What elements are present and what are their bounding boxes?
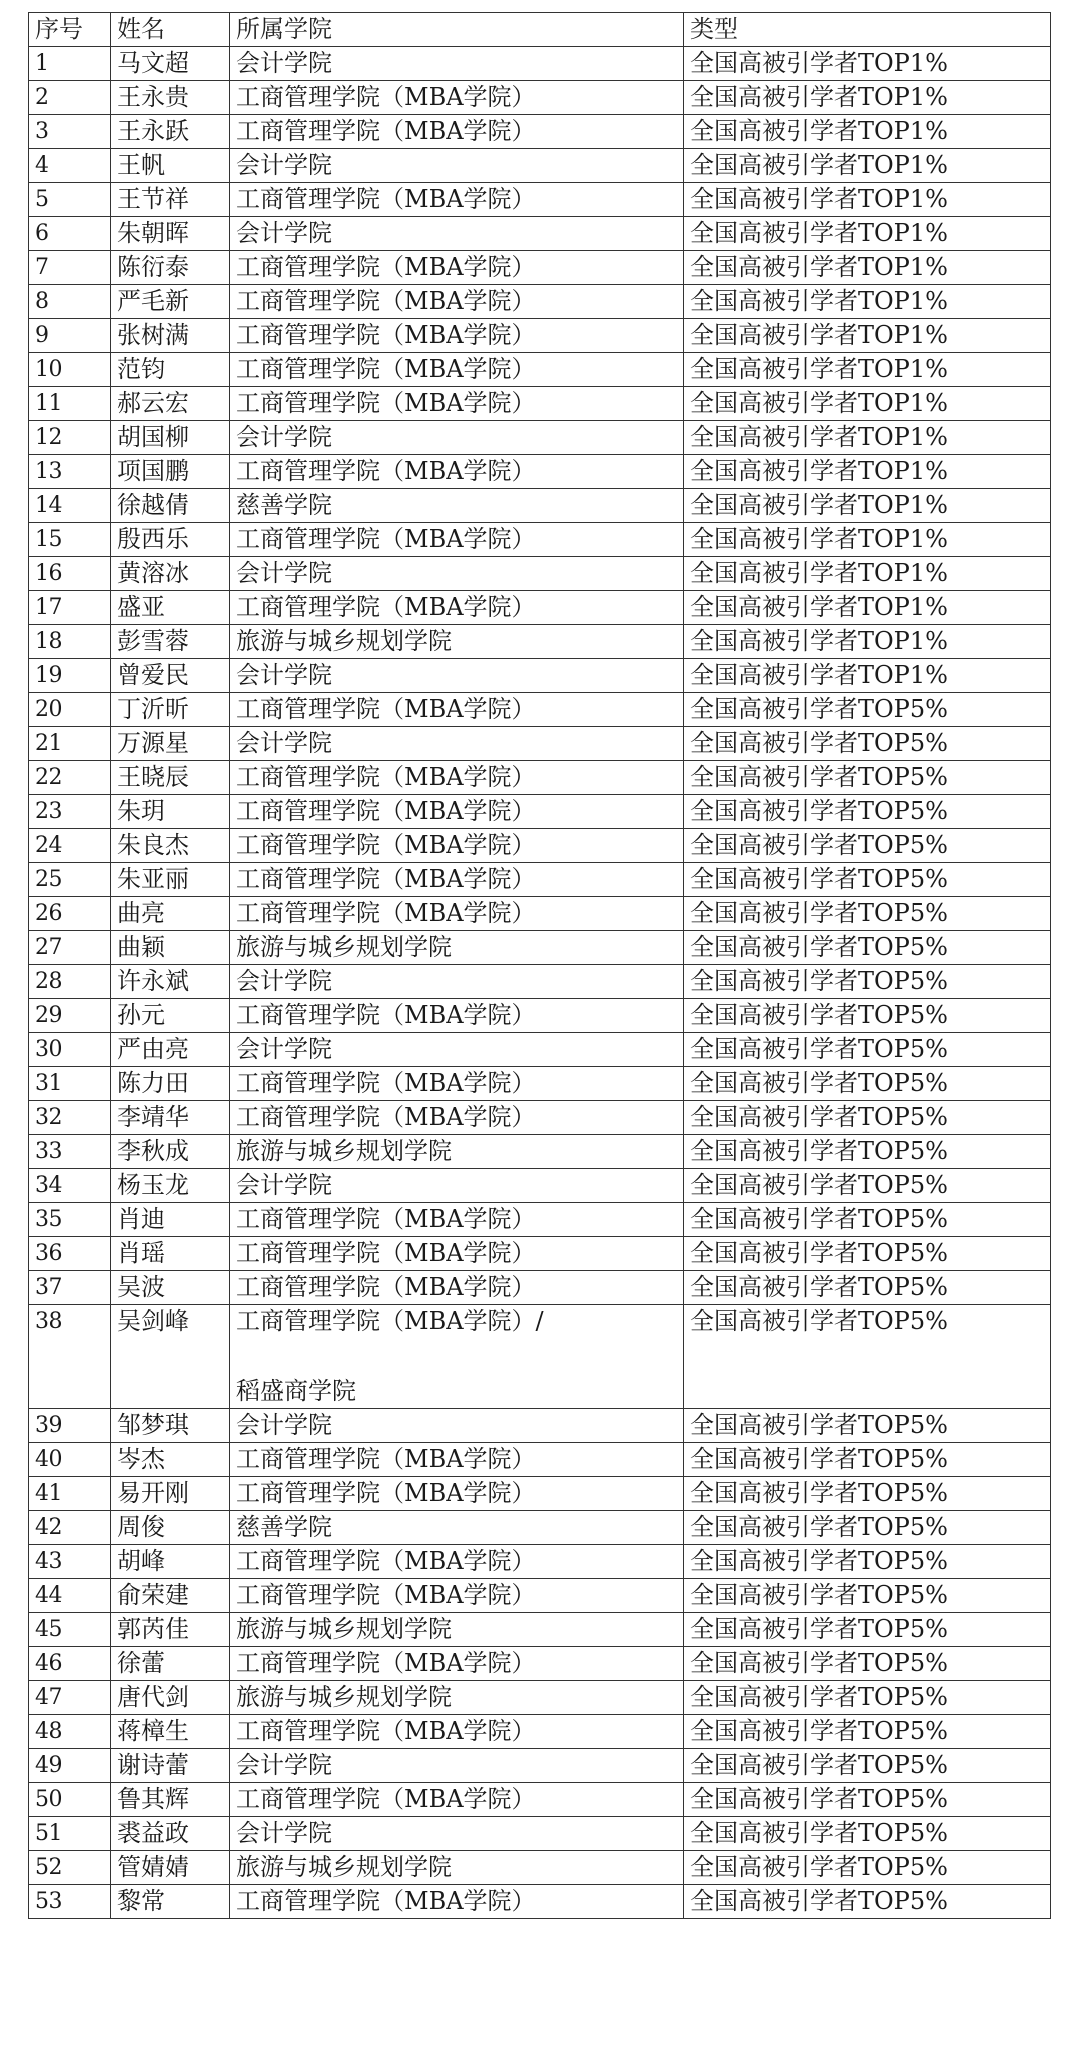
table-row <box>29 81 1051 115</box>
row-number: 44 <box>29 1579 111 1613</box>
row-number: 33 <box>29 1135 111 1169</box>
scholar-type: 全国高被引学者TOP1% <box>684 285 1051 319</box>
scholar-type: 全国高被引学者TOP1% <box>684 625 1051 659</box>
scholar-type: 全国高被引学者TOP5% <box>684 1443 1051 1477</box>
row-number: 22 <box>29 761 111 795</box>
scholar-type: 全国高被引学者TOP5% <box>684 829 1051 863</box>
scholar-name: 孙元 <box>111 999 230 1033</box>
table-row <box>29 1477 1051 1511</box>
college-name: 会计学院 <box>230 149 684 183</box>
scholar-name: 胡峰 <box>111 1545 230 1579</box>
row-number: 32 <box>29 1101 111 1135</box>
scholar-type: 全国高被引学者TOP5% <box>684 1409 1051 1443</box>
scholar-name: 肖瑶 <box>111 1237 230 1271</box>
scholar-name: 丁沂昕 <box>111 693 230 727</box>
scholar-type: 全国高被引学者TOP1% <box>684 115 1051 149</box>
row-number: 34 <box>29 1169 111 1203</box>
scholar-type: 全国高被引学者TOP5% <box>684 1545 1051 1579</box>
scholar-type: 全国高被引学者TOP5% <box>684 1613 1051 1647</box>
table-row <box>29 659 1051 693</box>
scholar-name: 徐越倩 <box>111 489 230 523</box>
college-name: 工商管理学院（MBA学院） <box>230 1203 684 1237</box>
row-number: 10 <box>29 353 111 387</box>
table-row <box>29 421 1051 455</box>
college-name: 工商管理学院（MBA学院） <box>230 761 684 795</box>
table-body <box>29 47 1051 1919</box>
college-name: 会计学院 <box>230 557 684 591</box>
table-row <box>29 1715 1051 1749</box>
table-row <box>29 897 1051 931</box>
scholar-type: 全国高被引学者TOP5% <box>684 1305 1051 1409</box>
scholar-type: 全国高被引学者TOP1% <box>684 251 1051 285</box>
row-number: 36 <box>29 1237 111 1271</box>
row-number: 4 <box>29 149 111 183</box>
scholar-type: 全国高被引学者TOP5% <box>684 1101 1051 1135</box>
table-row <box>29 965 1051 999</box>
college-name: 工商管理学院（MBA学院） <box>230 1237 684 1271</box>
row-number: 53 <box>29 1885 111 1919</box>
row-number: 6 <box>29 217 111 251</box>
table-row <box>29 523 1051 557</box>
college-name: 工商管理学院（MBA学院） <box>230 353 684 387</box>
header-row <box>29 13 1051 47</box>
row-number: 14 <box>29 489 111 523</box>
college-name: 会计学院 <box>230 421 684 455</box>
header-type: 类型 <box>684 13 1051 47</box>
scholar-name: 黎常 <box>111 1885 230 1919</box>
scholar-type: 全国高被引学者TOP5% <box>684 1067 1051 1101</box>
scholar-name: 吴波 <box>111 1271 230 1305</box>
row-number: 50 <box>29 1783 111 1817</box>
scholar-name: 李靖华 <box>111 1101 230 1135</box>
scholar-name: 殷西乐 <box>111 523 230 557</box>
scholar-type: 全国高被引学者TOP1% <box>684 81 1051 115</box>
scholar-name: 易开刚 <box>111 1477 230 1511</box>
college-name: 工商管理学院（MBA学院） <box>230 999 684 1033</box>
row-number: 35 <box>29 1203 111 1237</box>
scholar-name: 管婧婧 <box>111 1851 230 1885</box>
college-name: 旅游与城乡规划学院 <box>230 1851 684 1885</box>
row-number: 12 <box>29 421 111 455</box>
table-row <box>29 47 1051 81</box>
scholar-type: 全国高被引学者TOP1% <box>684 421 1051 455</box>
college-name: 工商管理学院（MBA学院） <box>230 1101 684 1135</box>
scholar-type: 全国高被引学者TOP5% <box>684 999 1051 1033</box>
table-row <box>29 251 1051 285</box>
college-name: 会计学院 <box>230 965 684 999</box>
college-name: 工商管理学院（MBA学院） <box>230 1647 684 1681</box>
scholar-name: 鲁其辉 <box>111 1783 230 1817</box>
scholar-type: 全国高被引学者TOP5% <box>684 1203 1051 1237</box>
college-name: 旅游与城乡规划学院 <box>230 1681 684 1715</box>
table-row <box>29 217 1051 251</box>
row-number: 17 <box>29 591 111 625</box>
scholar-name: 项国鹏 <box>111 455 230 489</box>
row-number: 16 <box>29 557 111 591</box>
scholar-name: 朱亚丽 <box>111 863 230 897</box>
row-number: 15 <box>29 523 111 557</box>
college-name: 会计学院 <box>230 1033 684 1067</box>
table-row <box>29 863 1051 897</box>
college-name: 慈善学院 <box>230 489 684 523</box>
row-number: 43 <box>29 1545 111 1579</box>
row-number: 7 <box>29 251 111 285</box>
scholar-name: 李秋成 <box>111 1135 230 1169</box>
scholar-name: 胡国柳 <box>111 421 230 455</box>
scholar-type: 全国高被引学者TOP5% <box>684 1271 1051 1305</box>
scholar-type: 全国高被引学者TOP5% <box>684 761 1051 795</box>
table-row <box>29 1305 1051 1409</box>
college-name: 工商管理学院（MBA学院） <box>230 285 684 319</box>
scholar-type: 全国高被引学者TOP5% <box>684 965 1051 999</box>
row-number: 45 <box>29 1613 111 1647</box>
scholar-name: 周俊 <box>111 1511 230 1545</box>
college-name: 工商管理学院（MBA学院） <box>230 1545 684 1579</box>
college-name: 旅游与城乡规划学院 <box>230 1135 684 1169</box>
table-row <box>29 1511 1051 1545</box>
scholar-type: 全国高被引学者TOP5% <box>684 897 1051 931</box>
scholar-name: 朱朝晖 <box>111 217 230 251</box>
scholar-type: 全国高被引学者TOP5% <box>684 1851 1051 1885</box>
table-row <box>29 727 1051 761</box>
college-name <box>230 1305 684 1409</box>
row-number: 26 <box>29 897 111 931</box>
scholar-name: 彭雪蓉 <box>111 625 230 659</box>
scholar-name: 邹梦琪 <box>111 1409 230 1443</box>
scholar-type: 全国高被引学者TOP5% <box>684 1783 1051 1817</box>
row-number: 18 <box>29 625 111 659</box>
scholar-type: 全国高被引学者TOP5% <box>684 1237 1051 1271</box>
table-row <box>29 693 1051 727</box>
scholar-type: 全国高被引学者TOP5% <box>684 693 1051 727</box>
table-row <box>29 999 1051 1033</box>
scholar-name: 马文超 <box>111 47 230 81</box>
scholar-name: 严毛新 <box>111 285 230 319</box>
scholar-type: 全国高被引学者TOP5% <box>684 1033 1051 1067</box>
table-row <box>29 115 1051 149</box>
scholar-name: 唐代剑 <box>111 1681 230 1715</box>
scholar-name: 许永斌 <box>111 965 230 999</box>
scholar-name: 岑杰 <box>111 1443 230 1477</box>
scholar-type: 全国高被引学者TOP5% <box>684 1647 1051 1681</box>
college-name: 工商管理学院（MBA学院） <box>230 1067 684 1101</box>
college-name: 工商管理学院（MBA学院） <box>230 81 684 115</box>
scholar-name: 吴剑峰 <box>111 1305 230 1409</box>
college-name: 工商管理学院（MBA学院） <box>230 1783 684 1817</box>
scholar-type: 全国高被引学者TOP1% <box>684 387 1051 421</box>
college-name: 工商管理学院（MBA学院） <box>230 1885 684 1919</box>
row-number: 48 <box>29 1715 111 1749</box>
college-name: 工商管理学院（MBA学院） <box>230 863 684 897</box>
table-row <box>29 1271 1051 1305</box>
row-number: 39 <box>29 1409 111 1443</box>
scholar-type: 全国高被引学者TOP5% <box>684 863 1051 897</box>
scholar-type: 全国高被引学者TOP5% <box>684 795 1051 829</box>
table-row <box>29 1647 1051 1681</box>
scholar-type: 全国高被引学者TOP1% <box>684 47 1051 81</box>
college-name: 工商管理学院（MBA学院） <box>230 115 684 149</box>
row-number: 23 <box>29 795 111 829</box>
table-row <box>29 1033 1051 1067</box>
row-number: 28 <box>29 965 111 999</box>
college-name: 会计学院 <box>230 47 684 81</box>
scholar-type: 全国高被引学者TOP1% <box>684 319 1051 353</box>
table-row <box>29 1237 1051 1271</box>
scholar-type: 全国高被引学者TOP1% <box>684 557 1051 591</box>
scholar-name: 王节祥 <box>111 183 230 217</box>
scholar-type: 全国高被引学者TOP5% <box>684 1885 1051 1919</box>
college-name: 工商管理学院（MBA学院） <box>230 319 684 353</box>
row-number: 25 <box>29 863 111 897</box>
row-number: 52 <box>29 1851 111 1885</box>
row-number: 9 <box>29 319 111 353</box>
college-name: 工商管理学院（MBA学院） <box>230 1579 684 1613</box>
table-row <box>29 761 1051 795</box>
table-row <box>29 1135 1051 1169</box>
row-number: 41 <box>29 1477 111 1511</box>
table-row <box>29 1101 1051 1135</box>
college-name: 会计学院 <box>230 1169 684 1203</box>
scholar-name: 肖迪 <box>111 1203 230 1237</box>
scholar-type: 全国高被引学者TOP5% <box>684 1749 1051 1783</box>
scholar-name: 王帆 <box>111 149 230 183</box>
scholar-type: 全国高被引学者TOP1% <box>684 659 1051 693</box>
table-row <box>29 1203 1051 1237</box>
scholar-type: 全国高被引学者TOP1% <box>684 489 1051 523</box>
college-name: 工商管理学院（MBA学院） <box>230 251 684 285</box>
table-row <box>29 1851 1051 1885</box>
scholar-name: 朱玥 <box>111 795 230 829</box>
row-number: 46 <box>29 1647 111 1681</box>
college-name: 工商管理学院（MBA学院） <box>230 897 684 931</box>
scholar-type: 全国高被引学者TOP5% <box>684 1169 1051 1203</box>
table-row <box>29 1783 1051 1817</box>
scholar-name: 王永跃 <box>111 115 230 149</box>
table-row <box>29 1545 1051 1579</box>
scholar-name: 张树满 <box>111 319 230 353</box>
scholar-name: 范钧 <box>111 353 230 387</box>
college-name: 工商管理学院（MBA学院） <box>230 455 684 489</box>
scholar-type: 全国高被引学者TOP1% <box>684 353 1051 387</box>
header-name: 姓名 <box>111 13 230 47</box>
row-number: 27 <box>29 931 111 965</box>
scholar-name: 徐蕾 <box>111 1647 230 1681</box>
row-number: 49 <box>29 1749 111 1783</box>
table-row <box>29 1169 1051 1203</box>
college-name: 工商管理学院（MBA学院） <box>230 523 684 557</box>
college-name: 旅游与城乡规划学院 <box>230 1613 684 1647</box>
scholar-name: 朱良杰 <box>111 829 230 863</box>
college-name: 慈善学院 <box>230 1511 684 1545</box>
table-row <box>29 1681 1051 1715</box>
row-number: 8 <box>29 285 111 319</box>
table-row <box>29 285 1051 319</box>
scholar-name: 郝云宏 <box>111 387 230 421</box>
table-row <box>29 1409 1051 1443</box>
scholar-type: 全国高被引学者TOP5% <box>684 727 1051 761</box>
scholar-name: 王永贵 <box>111 81 230 115</box>
table-row <box>29 1817 1051 1851</box>
college-name: 工商管理学院（MBA学院） <box>230 591 684 625</box>
scholar-name: 曲颖 <box>111 931 230 965</box>
scholar-type: 全国高被引学者TOP1% <box>684 523 1051 557</box>
scholar-name: 王晓辰 <box>111 761 230 795</box>
college-name: 会计学院 <box>230 1409 684 1443</box>
college-name: 会计学院 <box>230 217 684 251</box>
scholar-type: 全国高被引学者TOP1% <box>684 149 1051 183</box>
row-number: 19 <box>29 659 111 693</box>
scholar-name: 曲亮 <box>111 897 230 931</box>
scholar-name: 郭芮佳 <box>111 1613 230 1647</box>
college-name: 工商管理学院（MBA学院） <box>230 1715 684 1749</box>
row-number: 2 <box>29 81 111 115</box>
college-name-line2: 稻盛商学院 <box>236 1377 356 1405</box>
table-row <box>29 931 1051 965</box>
row-number: 3 <box>29 115 111 149</box>
scholar-name: 曾爱民 <box>111 659 230 693</box>
college-name: 工商管理学院（MBA学院） <box>230 183 684 217</box>
scholar-name: 严由亮 <box>111 1033 230 1067</box>
table-row <box>29 829 1051 863</box>
table-row <box>29 149 1051 183</box>
scholar-type: 全国高被引学者TOP1% <box>684 591 1051 625</box>
scholar-name: 蒋樟生 <box>111 1715 230 1749</box>
row-number: 5 <box>29 183 111 217</box>
scholar-name: 俞荣建 <box>111 1579 230 1613</box>
row-number: 20 <box>29 693 111 727</box>
college-name-line1: 工商管理学院（MBA学院）/ <box>236 1307 544 1335</box>
scholar-name: 黄溶冰 <box>111 557 230 591</box>
college-name: 工商管理学院（MBA学院） <box>230 387 684 421</box>
college-name: 工商管理学院（MBA学院） <box>230 1443 684 1477</box>
table-row <box>29 319 1051 353</box>
scholar-type: 全国高被引学者TOP1% <box>684 455 1051 489</box>
table-row <box>29 455 1051 489</box>
college-name: 旅游与城乡规划学院 <box>230 931 684 965</box>
row-number: 47 <box>29 1681 111 1715</box>
scholar-name: 谢诗蕾 <box>111 1749 230 1783</box>
college-name: 工商管理学院（MBA学院） <box>230 1271 684 1305</box>
table-row <box>29 591 1051 625</box>
scholar-name: 万源星 <box>111 727 230 761</box>
scholar-type: 全国高被引学者TOP5% <box>684 1477 1051 1511</box>
table-row <box>29 795 1051 829</box>
row-number: 42 <box>29 1511 111 1545</box>
row-number: 38 <box>29 1305 111 1409</box>
scholar-type: 全国高被引学者TOP1% <box>684 183 1051 217</box>
scholar-name: 盛亚 <box>111 591 230 625</box>
college-name: 工商管理学院（MBA学院） <box>230 1477 684 1511</box>
row-number: 11 <box>29 387 111 421</box>
row-number: 37 <box>29 1271 111 1305</box>
college-name: 工商管理学院（MBA学院） <box>230 693 684 727</box>
table-row <box>29 353 1051 387</box>
table-row <box>29 557 1051 591</box>
scholar-type: 全国高被引学者TOP5% <box>684 1681 1051 1715</box>
scholar-type: 全国高被引学者TOP5% <box>684 1715 1051 1749</box>
college-name: 会计学院 <box>230 1749 684 1783</box>
row-number: 51 <box>29 1817 111 1851</box>
scholar-type: 全国高被引学者TOP5% <box>684 1817 1051 1851</box>
row-number: 24 <box>29 829 111 863</box>
table-row <box>29 1579 1051 1613</box>
scholar-type: 全国高被引学者TOP1% <box>684 217 1051 251</box>
scholar-name: 裘益政 <box>111 1817 230 1851</box>
table-row <box>29 625 1051 659</box>
row-number: 29 <box>29 999 111 1033</box>
college-name: 旅游与城乡规划学院 <box>230 625 684 659</box>
scholar-type: 全国高被引学者TOP5% <box>684 1135 1051 1169</box>
header-college: 所属学院 <box>230 13 684 47</box>
table-row <box>29 1443 1051 1477</box>
table-row <box>29 387 1051 421</box>
row-number: 21 <box>29 727 111 761</box>
row-number: 40 <box>29 1443 111 1477</box>
row-number: 31 <box>29 1067 111 1101</box>
college-name: 会计学院 <box>230 659 684 693</box>
table-row <box>29 1067 1051 1101</box>
table-row <box>29 1749 1051 1783</box>
table-row <box>29 183 1051 217</box>
scholar-type: 全国高被引学者TOP5% <box>684 931 1051 965</box>
row-number: 30 <box>29 1033 111 1067</box>
scholar-name: 陈力田 <box>111 1067 230 1101</box>
college-name: 工商管理学院（MBA学院） <box>230 829 684 863</box>
header-no: 序号 <box>29 13 111 47</box>
row-number: 13 <box>29 455 111 489</box>
row-number: 1 <box>29 47 111 81</box>
scholar-table <box>28 12 1051 1919</box>
scholar-type: 全国高被引学者TOP5% <box>684 1511 1051 1545</box>
table-row <box>29 1885 1051 1919</box>
college-name: 工商管理学院（MBA学院） <box>230 795 684 829</box>
table-row <box>29 1613 1051 1647</box>
college-name: 会计学院 <box>230 1817 684 1851</box>
scholar-name: 杨玉龙 <box>111 1169 230 1203</box>
college-name: 会计学院 <box>230 727 684 761</box>
scholar-type: 全国高被引学者TOP5% <box>684 1579 1051 1613</box>
table-row <box>29 489 1051 523</box>
scholar-name: 陈衍泰 <box>111 251 230 285</box>
